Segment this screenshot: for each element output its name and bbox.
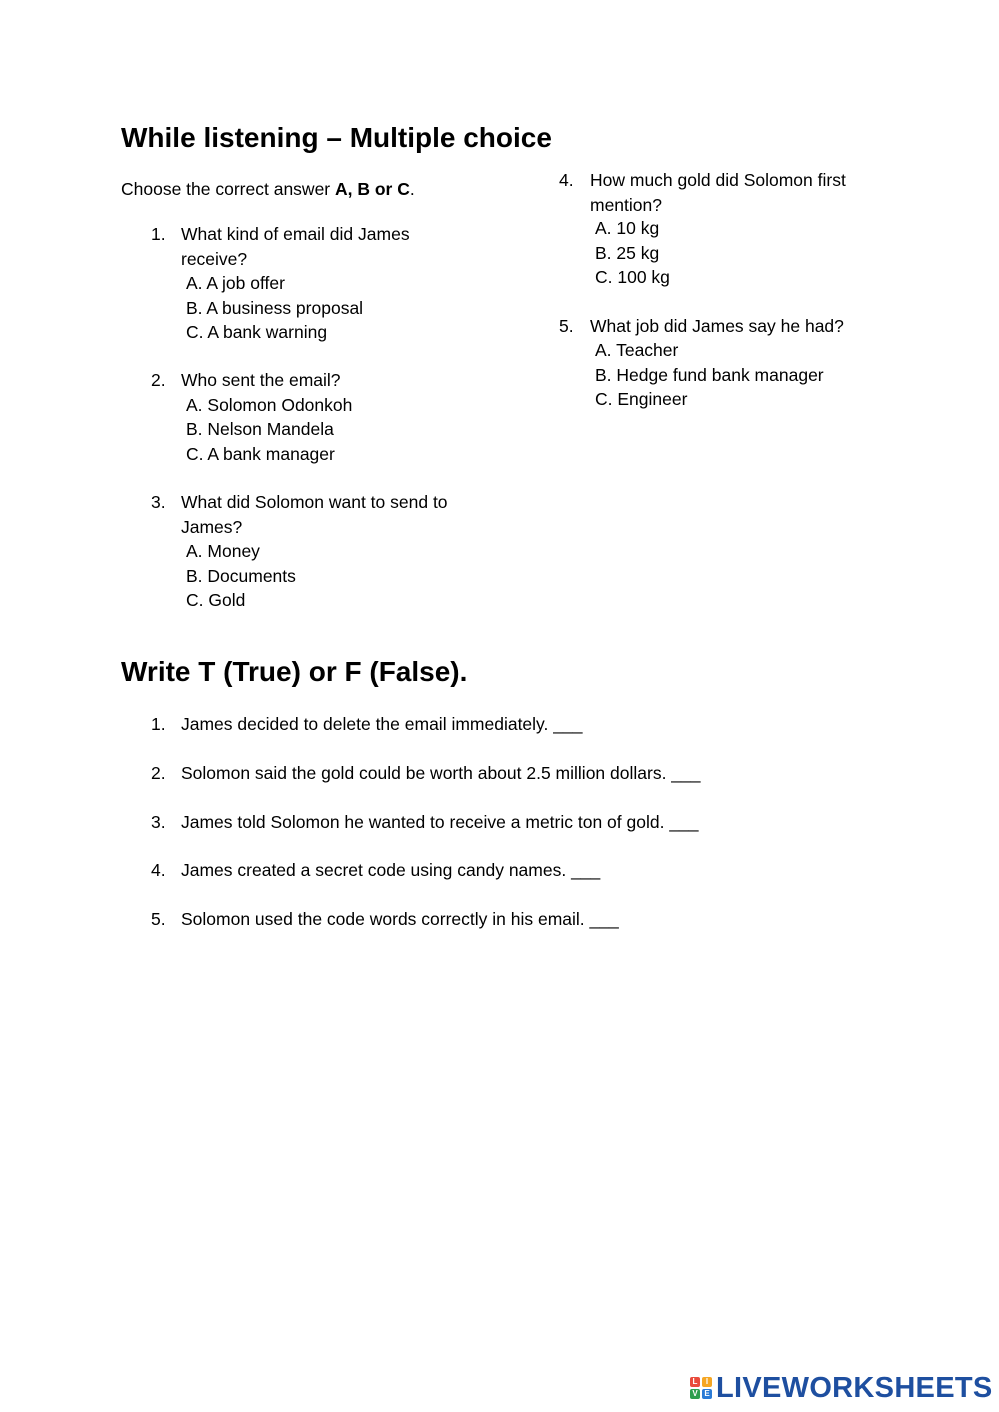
question-line: receive? <box>181 248 248 269</box>
instruction-suffix: . <box>409 179 415 199</box>
question-text <box>590 168 846 217</box>
liveworksheets-logo <box>690 1372 993 1404</box>
instruction-prefix: Choose the correct answer <box>121 179 335 199</box>
statement-text[interactable]: James created a secret code using candy names. ___ <box>181 860 601 880</box>
logo-mark-letter: V <box>690 1389 700 1399</box>
statement-number: 4. <box>151 860 166 880</box>
section-title-multiple-choice: While listening – Multiple choice <box>121 122 552 153</box>
statement-text[interactable]: Solomon said the gold could be worth about 2.5 million dollars. ___ <box>181 763 701 783</box>
statement-text[interactable]: James decided to delete the email immediately. ___ <box>181 714 583 734</box>
statement-number: 2. <box>151 763 166 783</box>
option-a[interactable]: A. A job offer <box>186 273 285 293</box>
option-a[interactable]: A. Teacher <box>595 340 679 360</box>
option-a[interactable]: A. 10 kg <box>595 218 660 238</box>
question-number: 3. <box>151 492 166 512</box>
option-c[interactable]: C. A bank manager <box>186 443 335 464</box>
statement-number: 3. <box>151 812 166 832</box>
option-c[interactable]: C. 100 kg <box>595 267 670 287</box>
option-b[interactable]: B. 25 kg <box>595 242 660 263</box>
question-text <box>181 490 448 539</box>
logo-mark-icon <box>690 1377 712 1399</box>
option-a[interactable]: A. Money <box>186 541 260 561</box>
question-line: James? <box>181 516 243 537</box>
instruction-bold: A, B or C <box>335 179 410 199</box>
question-text <box>181 368 341 393</box>
option-b[interactable]: B. A business proposal <box>186 297 364 318</box>
question-line: What job did James say he had? <box>590 316 844 336</box>
question-text <box>590 314 844 339</box>
question-line: How much gold did Solomon first <box>590 170 846 190</box>
option-a[interactable]: A. Solomon Odonkoh <box>186 395 353 415</box>
question-text <box>181 222 410 271</box>
option-c[interactable]: C. Gold <box>186 590 246 610</box>
question-number: 1. <box>151 224 166 244</box>
logo-mark-letter: E <box>702 1389 712 1399</box>
question-line: What did Solomon want to send to <box>181 492 448 512</box>
question-line: What kind of email did James <box>181 224 410 244</box>
option-c[interactable]: C. Engineer <box>595 389 688 409</box>
option-c[interactable]: C. A bank warning <box>186 322 328 342</box>
logo-text: LIVEWORKSHEETS <box>716 1372 993 1404</box>
question-number: 5. <box>559 316 574 336</box>
statement-number: 1. <box>151 714 166 734</box>
logo-mark-letter: I <box>702 1377 712 1387</box>
option-b[interactable]: B. Hedge fund bank manager <box>595 364 824 385</box>
option-b[interactable]: B. Nelson Mandela <box>186 419 334 439</box>
question-line: mention? <box>590 194 662 215</box>
statement-text[interactable]: Solomon used the code words correctly in his email. ___ <box>181 909 619 929</box>
question-number: 2. <box>151 370 166 390</box>
question-line: Who sent the email? <box>181 370 341 390</box>
statement-text[interactable]: James told Solomon he wanted to receive a metric ton of gold. ___ <box>181 812 699 832</box>
logo-mark-letter: L <box>690 1377 700 1387</box>
statement-number: 5. <box>151 909 166 929</box>
option-b[interactable]: B. Documents <box>186 565 296 586</box>
question-number: 4. <box>559 170 574 190</box>
instruction <box>121 177 415 202</box>
section-title-true-false: Write T (True) or F (False). <box>121 656 468 687</box>
